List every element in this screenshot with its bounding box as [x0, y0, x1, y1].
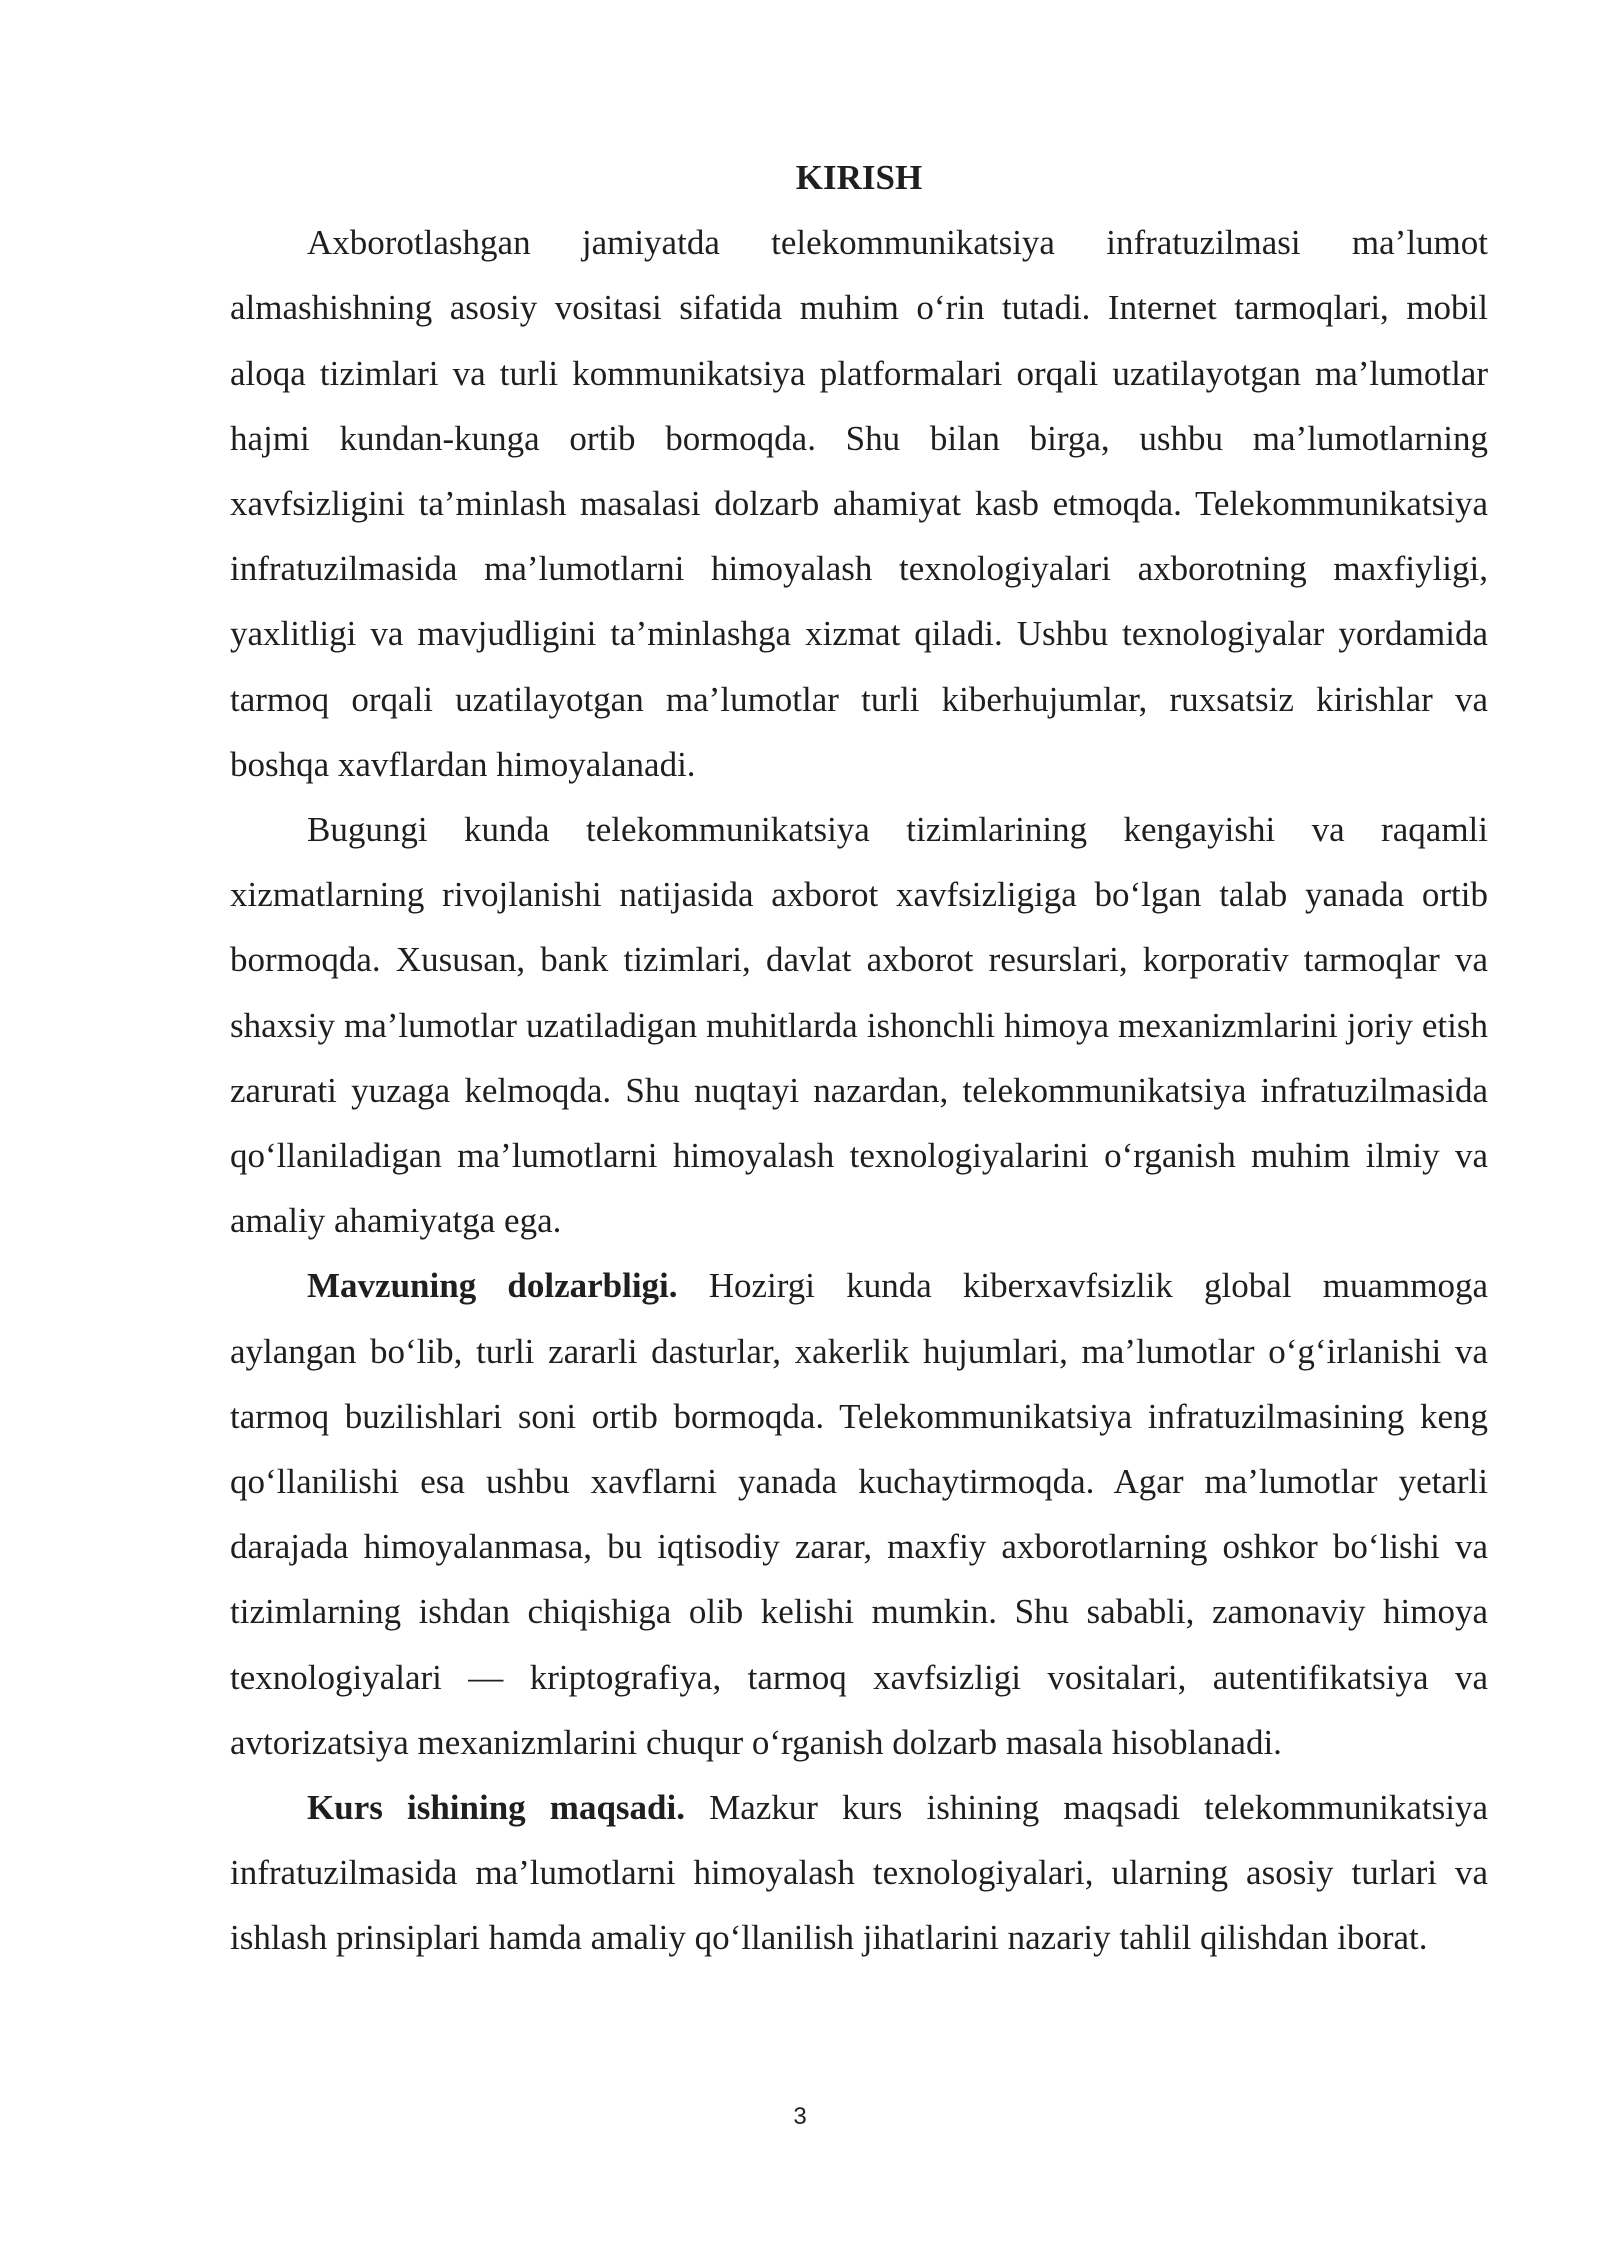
paragraph-text: Hozirgi kunda kiberxavfsizlik global muammoga aylangan bo‘lib, turli zararli dasturlar, xakerlik hujumlari, ma’lumotlar o‘g‘irlanishi va tarmoq buzilishlari soni ortib bormoqda. Telekommunikatsiya infratuzilmasining keng qo‘llanilishi esa ushbu xavflarni yanada kuchaytirmoqda. Agar ma’lumotlar yetarli darajada himoyalanmasa, bu iqtisodiy zarar, maxfiy axborotlarning oshkor bo‘lishi va tizimlarning ishdan chiqishiga olib kelishi mumkin. Shu sababli, zamonaviy himoya texnologiyalari — kriptografiya, tarmoq xavfsizligi vositalari, autentifikatsiya va avtorizatsiya mexanizmlarini chuqur o‘rganish dolzarb masala hisoblanadi.: [230, 1266, 1488, 1762]
paragraph-text: Bugungi kunda telekommunikatsiya tizimlarining kengayishi va raqamli xizmatlarning rivojlanishi natijasida axborot xavfsizligiga bo‘lgan talab yanada ortib bormoqda. Xususan, bank tizimlari, davlat axborot resurslari, korporativ tarmoqlar va shaxsiy ma’lumotlar uzatiladigan muhitlarda ishonchli himoya mexanizmlarini joriy etish zarurati yuzaga kelmoqda. Shu nuqtayi nazardan, telekommunikatsiya infratuzilmasida qo‘llaniladigan ma’lumotlarni himoyalash texnologiyalarini o‘rganish muhim ilmiy va amaliy ahamiyatga ega.: [230, 810, 1488, 1241]
page-body: [230, 145, 1488, 1971]
paragraph-relevance: [230, 1253, 1488, 1775]
paragraph-lead: Kurs ishining maqsadi.: [307, 1788, 685, 1828]
paragraph-goal: [230, 1775, 1488, 1971]
page-title: KIRISH: [795, 158, 923, 197]
paragraph-text: Axborotlashgan jamiyatda telekommunikatsiya infratuzilmasi ma’lumot almashishning asosiy vositasi sifatida muhim o‘rin tutadi. Internet tarmoqlari, mobil aloqa tizimlari va turli kommunikatsiya platformalari orqali uzatilayotgan ma’lumotlar hajmi kundan-kunga ortib bormoqda. Shu bilan birga, ushbu ma’lumotlarning xavfsizligini ta’minlash masalasi dolzarb ahamiyat kasb etmoqda. Telekommunikatsiya infratuzilmasida ma’lumotlarni himoyalash texnologiyalari axborotning maxfiyligi, yaxlitligi va mavjudligini ta’minlashga xizmat qiladi. Ushbu texnologiyalar yordamida tarmoq orqali uzatilayotgan ma’lumotlar turli kiberhujumlar, ruxsatsiz kirishlar va boshqa xavflardan himoyalanadi.: [230, 223, 1488, 784]
paragraph-text: Mazkur kurs ishining maqsadi telekommunikatsiya infratuzilmasida ma’lumotlarni himoyalash texnologiyalari, ularning asosiy turlari va ishlash prinsiplari hamda amaliy qo‘llanilish jihatlarini nazariy tahlil qilishdan iborat.: [230, 1788, 1489, 1958]
page-number: 3: [793, 2103, 807, 2130]
paragraph-intro: [230, 210, 1488, 797]
paragraph-current-state: [230, 797, 1488, 1253]
paragraph-lead: Mavzuning dolzarbligi.: [307, 1266, 678, 1306]
